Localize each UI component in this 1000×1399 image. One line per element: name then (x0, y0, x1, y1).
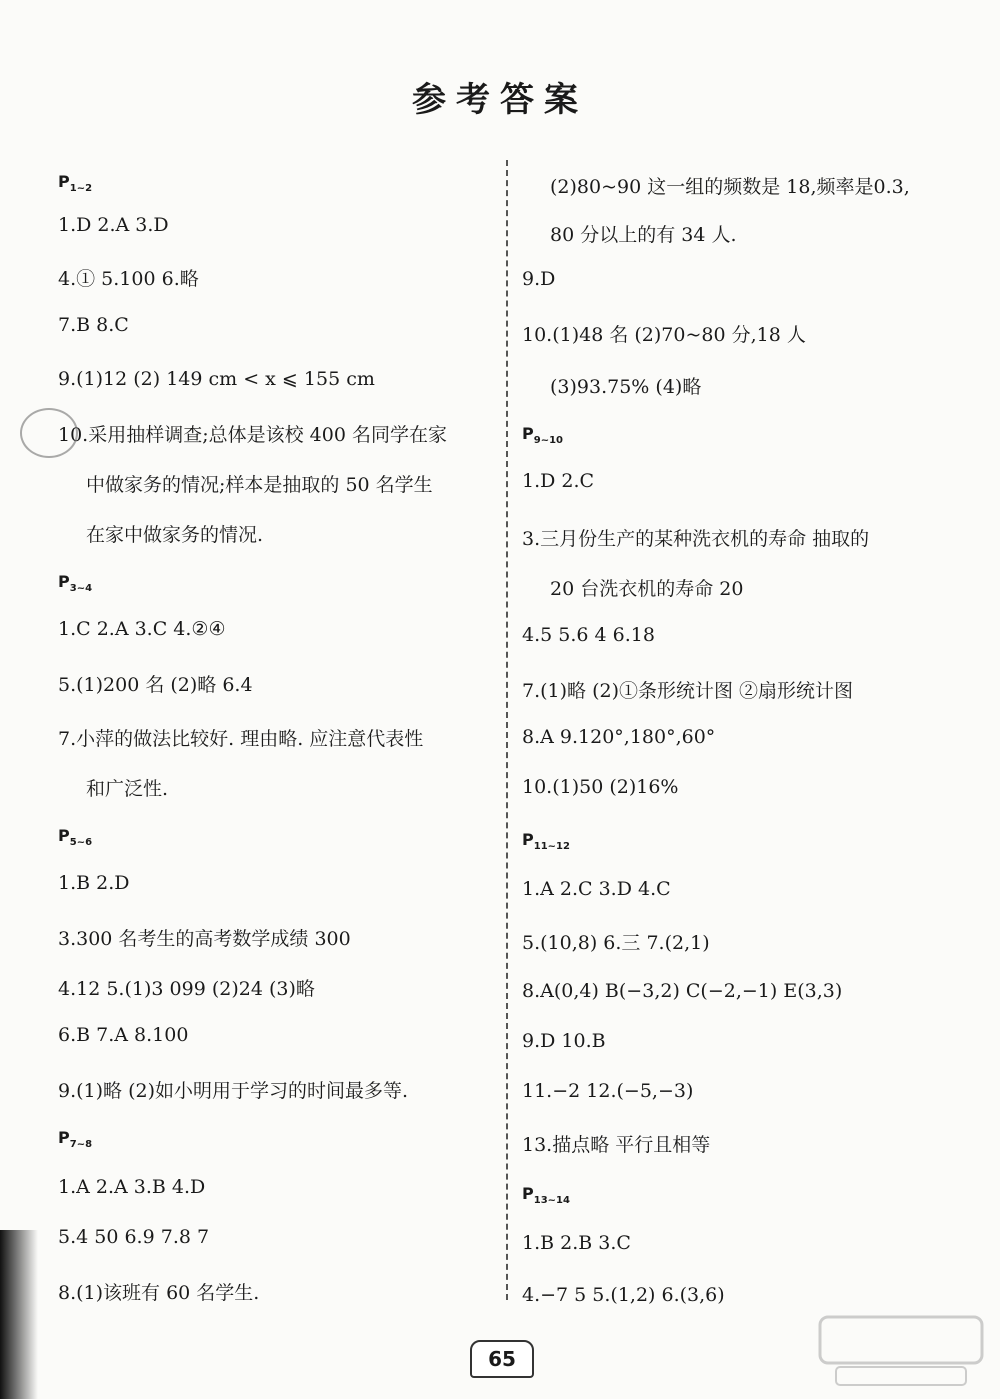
answer-line: 1.A 2.C 3.D 4.C (522, 878, 671, 900)
section-label: P (522, 830, 534, 849)
section-heading (522, 424, 563, 446)
answer-line: (2)80~90 这一组的频数是 18,频率是0.3, (550, 176, 910, 198)
section-label: P (58, 1128, 70, 1147)
answer-line: 7.小萍的做法比较好. 理由略. 应注意代表性 (58, 728, 424, 750)
answer-line: 9.D (522, 268, 556, 290)
answer-line: 和广泛性. (86, 778, 169, 800)
answer-line: 1.B 2.B 3.C (522, 1232, 631, 1254)
answer-line: 1.D 2.A 3.D (58, 214, 169, 236)
section-heading (522, 1184, 570, 1206)
answer-line: 3.300 名考生的高考数学成绩 300 (58, 928, 351, 950)
answer-line: 80 分以上的有 34 人. (550, 224, 737, 246)
answer-line: (3)93.75% (4)略 (550, 376, 702, 398)
section-heading (58, 572, 92, 594)
page-number: 65 (470, 1340, 534, 1378)
answer-line: 1.A 2.A 3.B 4.D (58, 1176, 206, 1198)
answer-line: 1.C 2.A 3.C 4.②④ (58, 618, 226, 640)
answer-line: 9.(1)略 (2)如小明用于学习的时间最多等. (58, 1080, 409, 1102)
answer-line: 3.三月份生产的某种洗衣机的寿命 抽取的 (522, 528, 870, 550)
answer-line: 8.A(0,4) B(−3,2) C(−2,−1) E(3,3) (522, 980, 843, 1002)
section-label: P (522, 424, 534, 443)
answer-line: 4.12 5.(1)3 099 (2)24 (3)略 (58, 978, 315, 1000)
section-page-range: 9~10 (533, 435, 563, 447)
answer-line: 6.B 7.A 8.100 (58, 1024, 189, 1046)
section-heading (58, 172, 92, 194)
answer-line: 7.B 8.C (58, 314, 129, 336)
answer-line: 10.采用抽样调查;总体是该校 400 名同学在家 (58, 424, 447, 446)
section-page-range: 1~2 (69, 183, 93, 195)
answer-line: 8.(1)该班有 60 名学生. (58, 1282, 260, 1304)
section-label: P (522, 1184, 534, 1203)
answer-line: 1.D 2.C (522, 470, 595, 492)
section-label: P (58, 826, 70, 845)
answer-line: 5.(1)200 名 (2)略 6.4 (58, 674, 253, 696)
answer-line: 11.−2 12.(−5,−3) (522, 1080, 694, 1102)
answer-line: 4.① 5.100 6.略 (58, 268, 199, 290)
answer-line: 13.描点略 平行且相等 (522, 1134, 711, 1156)
answer-line: 4.5 5.6 4 6.18 (522, 624, 655, 646)
answer-line: 8.A 9.120°,180°,60° (522, 726, 716, 748)
answer-line: 9.D 10.B (522, 1030, 606, 1052)
page-edge-shadow (0, 1230, 38, 1399)
section-page-range: 3~4 (69, 583, 93, 595)
answer-line: 10.(1)48 名 (2)70~80 分,18 人 (522, 324, 806, 346)
section-page-range: 13~14 (533, 1195, 570, 1207)
section-page-range: 5~6 (69, 837, 93, 849)
answer-line: 4.−7 5 5.(1,2) 6.(3,6) (522, 1284, 725, 1306)
page-title: 参考答案 (412, 80, 588, 120)
stamp-mark (20, 408, 78, 458)
answer-line: 20 台洗衣机的寿命 20 (550, 578, 744, 600)
answer-line: 中做家务的情况;样本是抽取的 50 名学生 (86, 474, 433, 496)
answer-line: 5.4 50 6.9 7.8 7 (58, 1226, 210, 1248)
section-page-range: 7~8 (69, 1139, 93, 1151)
answer-line: 1.B 2.D (58, 872, 130, 894)
section-heading (522, 830, 570, 852)
section-label: P (58, 572, 70, 591)
column-divider (506, 160, 508, 1300)
answer-line: 5.(10,8) 6.三 7.(2,1) (522, 932, 710, 954)
watermark-logo (816, 1311, 986, 1391)
answer-line: 10.(1)50 (2)16% (522, 776, 679, 798)
section-label: P (58, 172, 70, 191)
answer-line: 7.(1)略 (2)①条形统计图 ②扇形统计图 (522, 680, 854, 702)
section-heading (58, 826, 92, 848)
section-page-range: 11~12 (533, 841, 570, 853)
answer-line: 9.(1)12 (2) 149 cm < x ⩽ 155 cm (58, 368, 375, 390)
section-heading (58, 1128, 92, 1150)
answer-line: 在家中做家务的情况. (86, 524, 264, 546)
